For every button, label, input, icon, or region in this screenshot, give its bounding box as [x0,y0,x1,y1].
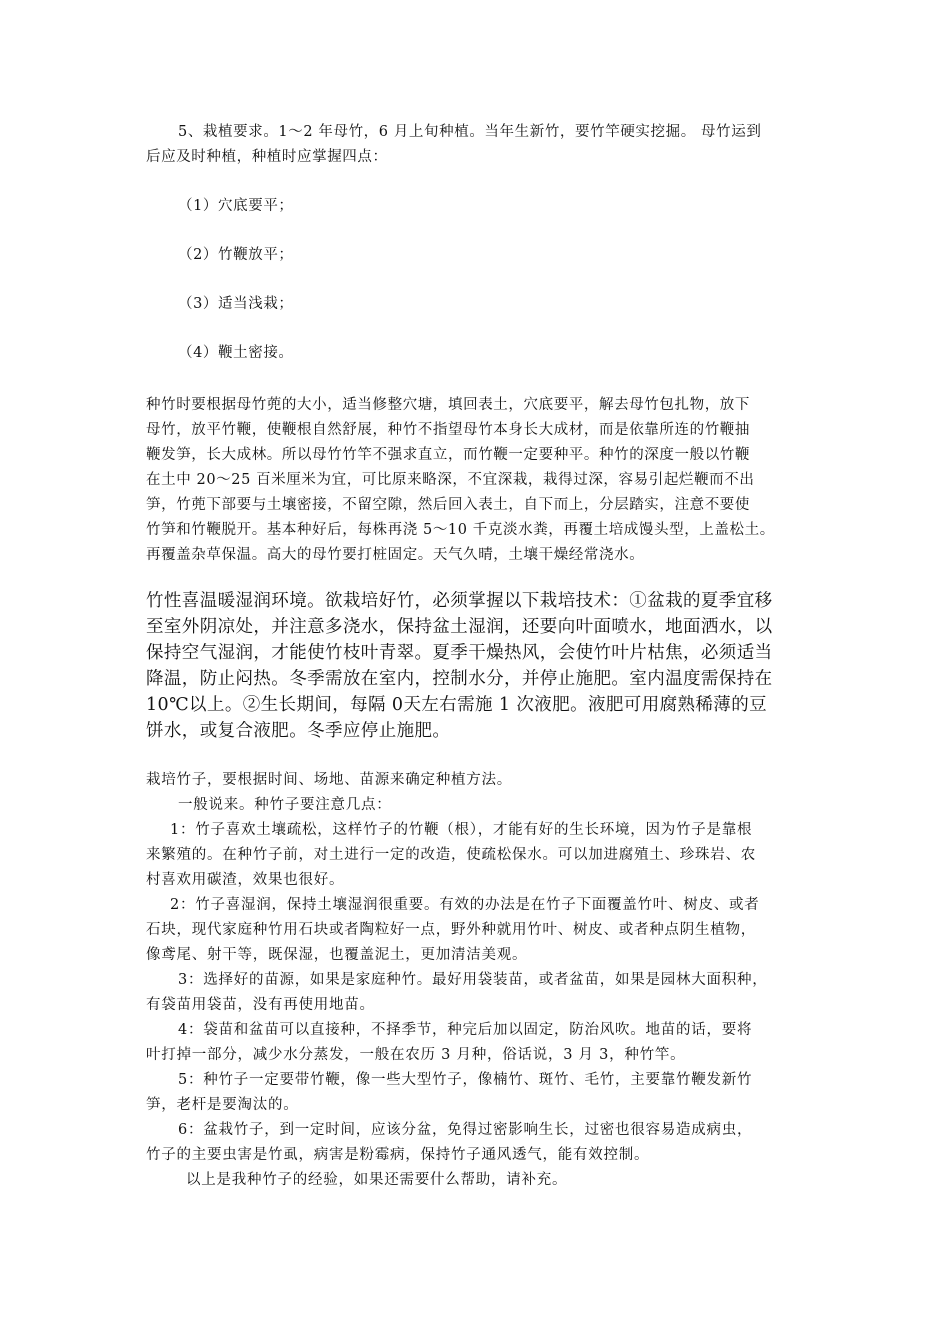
section2-line: 种竹时要根据母竹蔸的大小，适当修整穴塘，填回表土，穴底要平，解去母竹包扎物，放下 [146,397,750,413]
section2-line: 再覆盖杂草保温。高大的母竹要打桩固定。天气久晴，土壤干燥经常浇水。 [146,547,645,563]
section4-line: 笋，老杆是要淘汰的。 [146,1097,299,1113]
section3-line: 保持空气湿润，才能使竹枝叶青翠。夏季干燥热风，会使竹叶片枯焦，必须适当 [146,643,773,663]
section4-line: 4：袋苗和盆苗可以直接种，不择季节，种完后加以固定，防治风吹。地苗的话，要将 [178,1022,753,1038]
planting-point: （1）穴底要平； [178,198,294,214]
section3-line: 降温，防止闷热。冬季需放在室内，控制水分，并停止施肥。室内温度需保持在 [146,669,773,689]
section4-closing: 以上是我种竹子的经验，如果还需要什么帮助，请补充。 [186,1172,568,1188]
section2-line: 笋，竹蔸下部要与土壤密接，不留空隙，然后回入表土，自下而上，分层踏实，注意不要使 [146,497,750,513]
planting-point: （3）适当浅栽； [178,296,294,312]
section3-line: 10℃以上。②生长期间，每隔 0天左右需施 1 次液肥。液肥可用腐熟稀薄的豆 [146,695,767,715]
section4-line: 5：种竹子一定要带竹鞭，像一些大型竹子，像楠竹、斑竹、毛竹，主要靠竹鞭发新竹 [178,1072,753,1088]
section4-line: 叶打掉一部分，减少水分蒸发，一般在农历 3 月种，俗话说，3 月 3，种竹竿。 [146,1047,686,1063]
section2-line: 鞭发笋，长大成林。所以母竹竹竿不强求直立，而竹鞭一定要种平。种竹的深度一般以竹鞭 [146,447,750,463]
section2-line: 竹笋和竹鞭脱开。基本种好后，每株再浇 5～10 千克淡水粪，再覆土培成馒头型，上盖松土。 [146,522,775,538]
section4-line: 3：选择好的苗源，如果是家庭种竹。最好用袋装苗，或者盆苗，如果是园林大面积种， [178,972,768,988]
section4-line: 竹子的主要虫害是竹虱，病害是粉霉病，保持竹子通风透气，能有效控制。 [146,1147,650,1163]
section2-line: 母竹，放平竹鞭，使鞭根自然舒展，种竹不指望母竹本身长大成材，而是依靠所连的竹鞭抽 [146,422,750,438]
section1-line: 5、栽植要求。1～2 年母竹，6 月上旬种植。当年生新竹，要竹竿硬实挖掘。 母竹运到 [178,124,762,140]
section3-line: 至室外阴凉处，并注意多浇水，保持盆土湿润，还要向叶面喷水，地面洒水，以 [146,617,773,637]
section4-line: 2：竹子喜湿润，保持土壤湿润很重要。有效的办法是在竹子下面覆盖竹叶、树皮、或者 [170,897,760,913]
section1-line: 后应及时种植，种植时应掌握四点： [146,149,388,165]
section4-line: 6：盆栽竹子，到一定时间，应该分盆，免得过密影响生长，过密也很容易造成病虫， [178,1122,753,1138]
section3-line: 竹性喜温暖湿润环境。欲栽培好竹，必须掌握以下栽培技术：①盆栽的夏季宜移 [146,591,773,611]
section4-line: 来繁殖的。在种竹子前，对土进行一定的改造，使疏松保水。可以加进腐殖土、珍珠岩、农 [146,847,756,863]
planting-point: （2）竹鞭放平； [178,247,294,263]
section4-line: 一般说来。种竹子要注意几点： [178,797,392,813]
section2-line: 在土中 20～25 百米厘米为宜，可比原来略深，不宜深栽，栽得过深，容易引起烂鞭而不出 [146,472,755,488]
section4-line: 村喜欢用碳渣，效果也很好。 [146,872,345,888]
section3-line: 饼水，或复合液肥。冬季应停止施肥。 [146,721,451,741]
section4-line: 1：竹子喜欢土壤疏松，这样竹子的竹鞭（根），才能有好的生长环境，因为竹子是靠根 [170,822,753,838]
section4-line: 石块，现代家庭种竹用石块或者陶粒好一点，野外种就用竹叶、树皮、或者种点阴生植物， [146,922,756,938]
section4-line: 像鸢尾、射干等，既保湿，也覆盖泥土，更加清洁美观。 [146,947,528,963]
section4-intro: 栽培竹子，要根据时间、场地、苗源来确定种植方法。 [146,772,512,788]
section4-line: 有袋苗用袋苗，没有再使用地苗。 [146,997,375,1013]
planting-point: （4）鞭土密接。 [178,345,294,361]
